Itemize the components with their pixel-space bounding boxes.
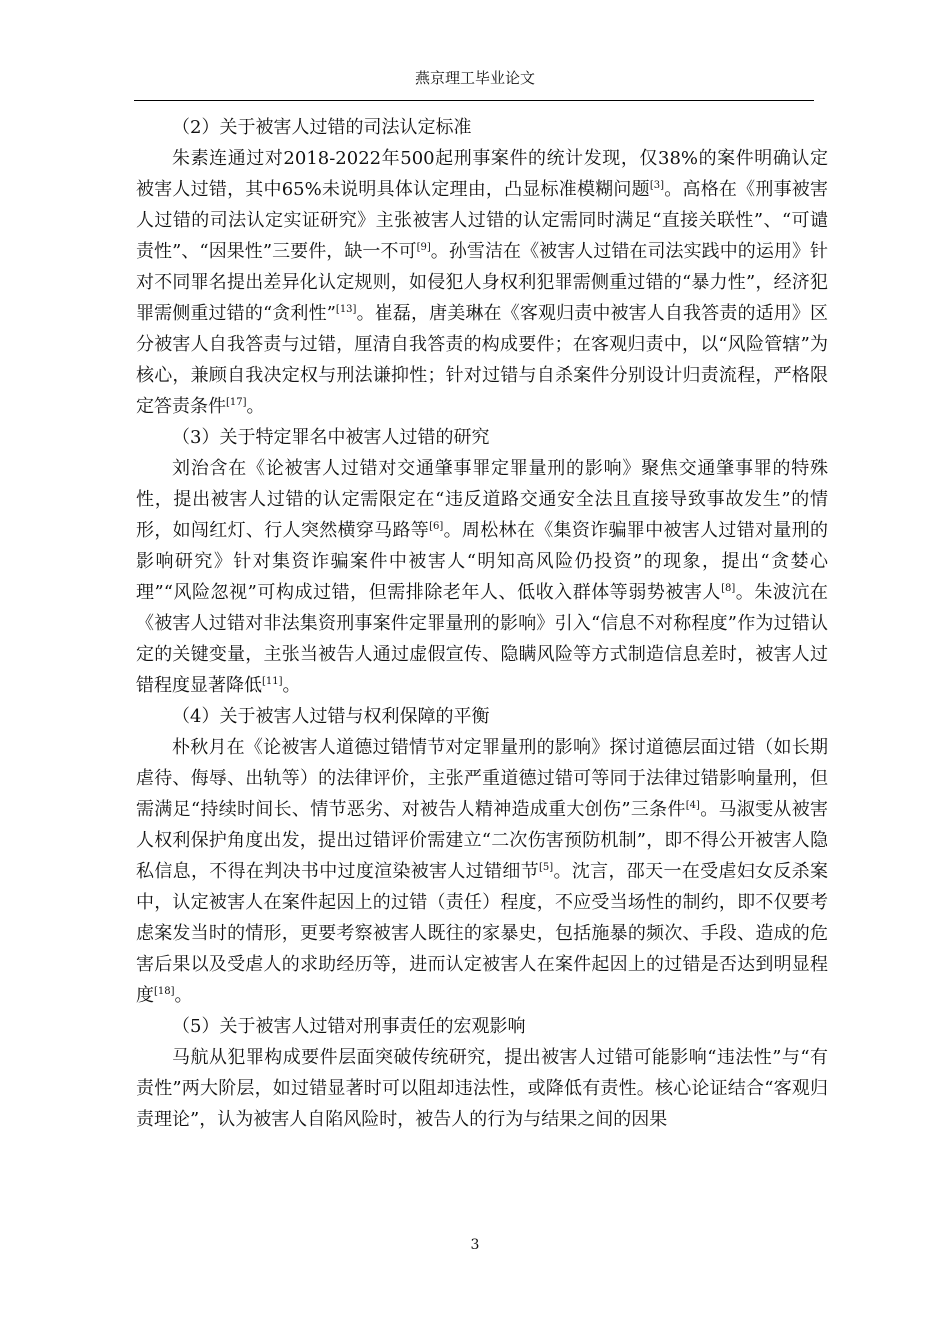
section-heading-3: （3）关于特定罪名中被害人过错的研究 (172, 427, 490, 448)
citation: [17] (226, 397, 247, 408)
paragraph-text: 。 (246, 396, 265, 417)
section-paragraph-5 (136, 1042, 828, 1135)
paragraph-text: 。 (174, 985, 193, 1006)
paragraph-text: 。朱波沆在《被害人过错对非法集资刑事案件定罪量刑的影响》引入“信息不对称程度”作为过错认定的关键变量，主张当被告人通过虚假宣传、隐瞒风险等方式制造信息差时，被害人过错程度显著降低 (136, 582, 828, 696)
page-header: 燕京理工毕业论文 (414, 69, 535, 87)
section-heading-2: （2）关于被害人过错的司法认定标准 (172, 117, 472, 138)
section-heading-5: （5）关于被害人过错对刑事责任的宏观影响 (172, 1016, 526, 1037)
section-paragraph-4 (136, 732, 828, 1011)
citation: [11] (262, 676, 283, 687)
citation: [9] (416, 242, 431, 253)
paragraph-text: 。沈言，邵天一在受虐妇女反杀案中，认定被害人在案件起因上的过错（责任）程度，不应受当场性的制约，即不仅要考虑案发当时的情形，更要考察被害人既往的家暴史，包括施暴的频次、手段、造成的危害后果以及受虐人的求助经历等，进而认定被害人在案件起因上的过错是否达到明显程度 (136, 861, 828, 1006)
paragraph-text: 马航从犯罪构成要件层面突破传统研究，提出被害人过错可能影响“违法性”与“有责性”两大阶层，如过错显著时可以阻却违法性，或降低有责性。核心论证结合“客观归责理论”，认为被害人自陷风险时，被告人的行为与结果之间的因果 (136, 1047, 828, 1130)
paragraph-text: 朱素连通过对2018-2022年500起刑事案件的统计发现，仅38%的案件明确认定被害人过错，其中65%未说明具体认定理由，凸显标准模糊问题 (136, 148, 828, 200)
paragraph-text: 。崔磊，唐美琳在《客观归责中被害人自我答责的适用》区分被害人自我答责与过错，厘清自我答责的构成要件；在客观归责中，以“风险管辖”为核心，兼顾自我决定权与刑法谦抑性；针对过错与自杀案件分别设计归责流程，严格限定答责条件 (136, 303, 829, 417)
paragraph-text: 朴秋月在《论被害人道德过错情节对定罪量刑的影响》探讨道德层面过错（如长期虐待、侮辱、出轨等）的法律评价，主张严重道德过错可等同于法律过错影响量刑，但需满足“持续时间长、情节恶劣、对被告人精神造成重大创伤”三条件 (136, 737, 828, 820)
section-heading-4: （4）关于被害人过错与权利保障的平衡 (172, 706, 490, 727)
document-body (136, 112, 828, 1135)
paragraph-text: 。 (282, 675, 301, 696)
citation: [18] (154, 986, 175, 997)
citation: [5] (539, 862, 554, 873)
citation: [6] (429, 521, 444, 532)
page-number: 3 (470, 1237, 480, 1253)
citation: [3] (649, 180, 665, 191)
section-paragraph-2 (136, 143, 828, 422)
section-paragraph-3 (136, 453, 828, 701)
paragraph-text: 。高格在《刑事被害人过错的司法认定实证研究》主张被害人过错的认定需同时满足“直接关联性”、“可谴责性”、“因果性”三要件，缺一不可 (136, 179, 828, 262)
citation: [13] (335, 304, 357, 315)
header-rule (134, 100, 814, 101)
paragraph-text: 。周松林在《集资诈骗罪中被害人过错对量刑的影响研究》针对集资诈骗案件中被害人“明知高风险仍投资”的现象，提出“贪婪心理”“风险忽视”可构成过错，但需排除老年人、低收入群体等弱势被害人 (136, 520, 829, 603)
paragraph-text: 刘治含在《论被害人过错对交通肇事罪定罪量刑的影响》聚焦交通肇事罪的特殊性，提出被害人过错的认定需限定在“违反道路交通安全法且直接导致事故发生”的情形，如闯红灯、行人突然横穿马路等 (136, 458, 828, 541)
paragraph-text: 。马淑雯从被害人权利保护角度出发，提出过错评价需建立“二次伤害预防机制”，即不得公开被害人隐私信息，不得在判决书中过度渲染被害人过错细节 (136, 799, 829, 882)
citation: [8] (721, 583, 736, 594)
citation: [4] (685, 800, 700, 811)
paragraph-text: 。孙雪洁在《被害人过错在司法实践中的运用》针对不同罪名提出差异化认定规则，如侵犯人身权利犯罪需侧重过错的“暴力性”，经济犯罪需侧重过错的“贪利性” (136, 241, 828, 324)
